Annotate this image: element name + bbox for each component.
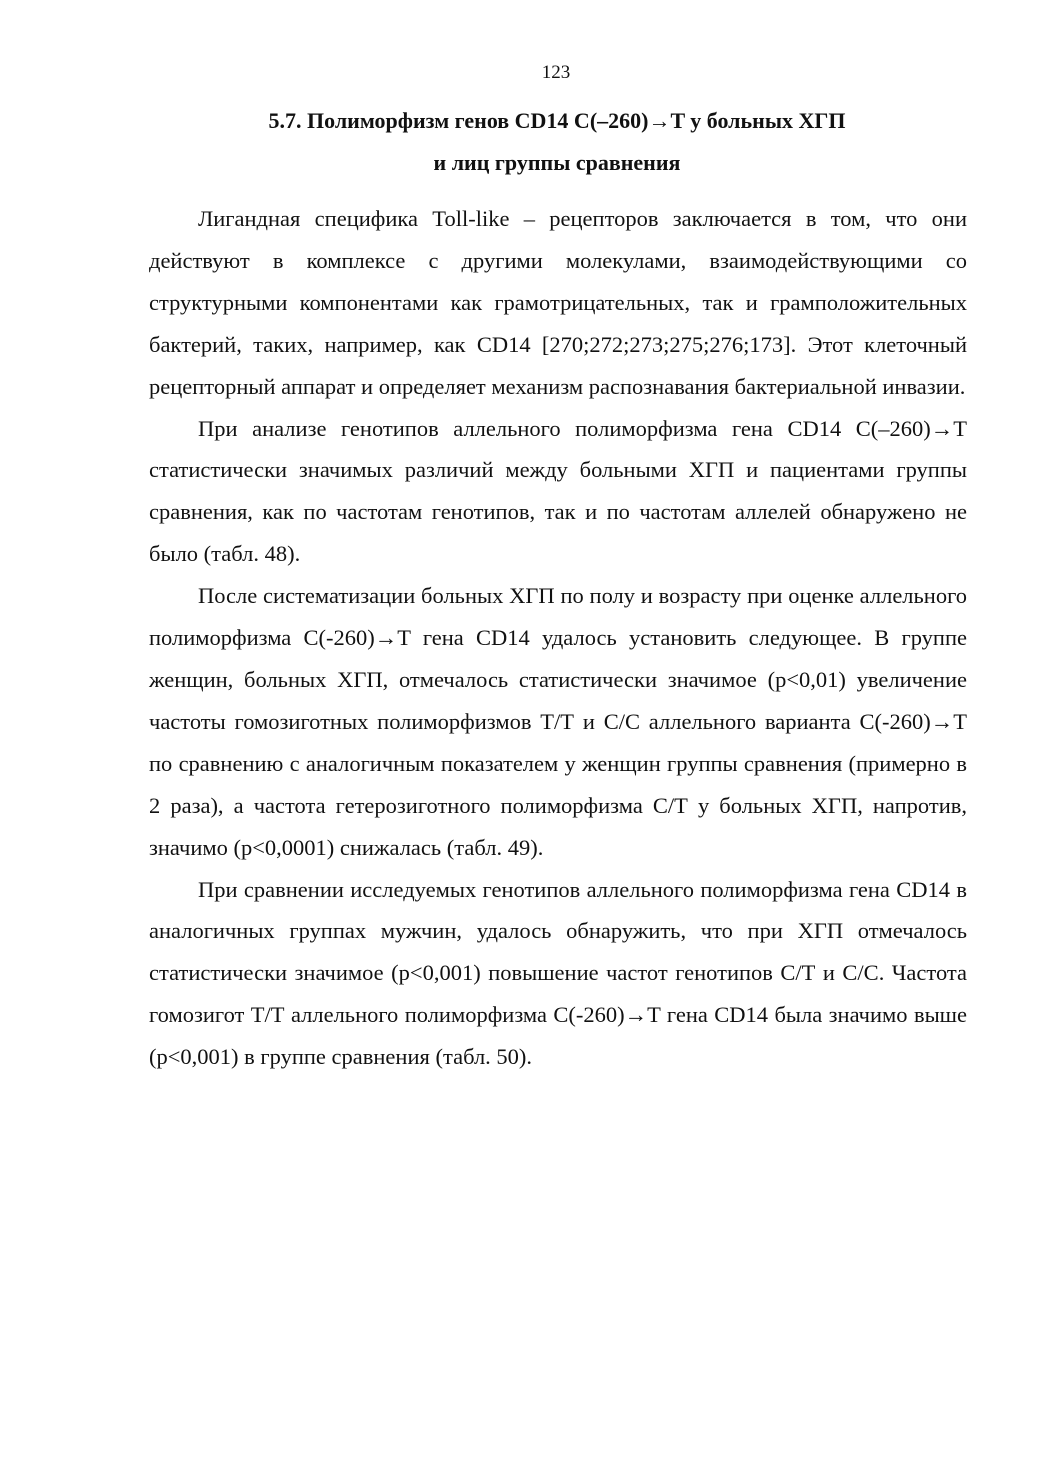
paragraph: При анализе генотипов аллельного полиморфизма гена CD14 C(–260)→T статистически значимых различий между больными ХГП и пациентами группы сравнения, как по частотам генотипов, так и по частотам аллелей обнаружено не было (табл. 48).	[149, 415, 967, 567]
paragraph: После систематизации больных ХГП по полу и возрасту при оценке аллельного полиморфизма C(-260)→T гена CD14 удалось установить следующее. В группе женщин, больных ХГП, отмечалось статистически значимое (р<0,01) увеличение частоты гомозиготных полиморфизмов Т/Т и С/С аллельного варианта C(-260)→T по сравнению с аналогичным показателем у женщин группы сравнения (примерно в 2 раза), а частота гетерозиготного полиморфизма С/Т у больных ХГП, напротив, значимо (р<0,0001) снижалась (табл. 49).	[149, 583, 967, 860]
page-number: 123	[541, 62, 571, 83]
section-title	[148, 100, 966, 184]
paragraph: При сравнении исследуемых генотипов аллельного полиморфизма гена CD14 в аналогичных группах мужчин, удалось обнаружить, что при ХГП отмечалось статистически значимое (р<0,001) повышение частот генотипов С/Т и С/С. Частота гомозигот Т/Т аллельного полиморфизма C(-260)→T гена CD14 была значимо выше (р<0,001) в группе сравнения (табл. 50).	[149, 876, 967, 1070]
paragraph: Лигандная специфика Toll-like – рецепторов заключается в том, что они действуют в комплексе с другими молекулами, взаимодействующими со структурными компонентами как грамотрицательных, так и грамположительных бактерий, таких, например, как CD14 [270;272;273;275;276;173]. Этот клеточный рецепторный аппарат и определяет механизм распознавания бактериальной инвазии.	[149, 206, 967, 399]
section-title-line-2: и лиц группы сравнения	[433, 150, 681, 175]
section-title-line-1: 5.7. Полиморфизм генов CD14 C(–260)→T у больных ХГП	[268, 108, 846, 133]
body-text	[149, 198, 967, 1078]
